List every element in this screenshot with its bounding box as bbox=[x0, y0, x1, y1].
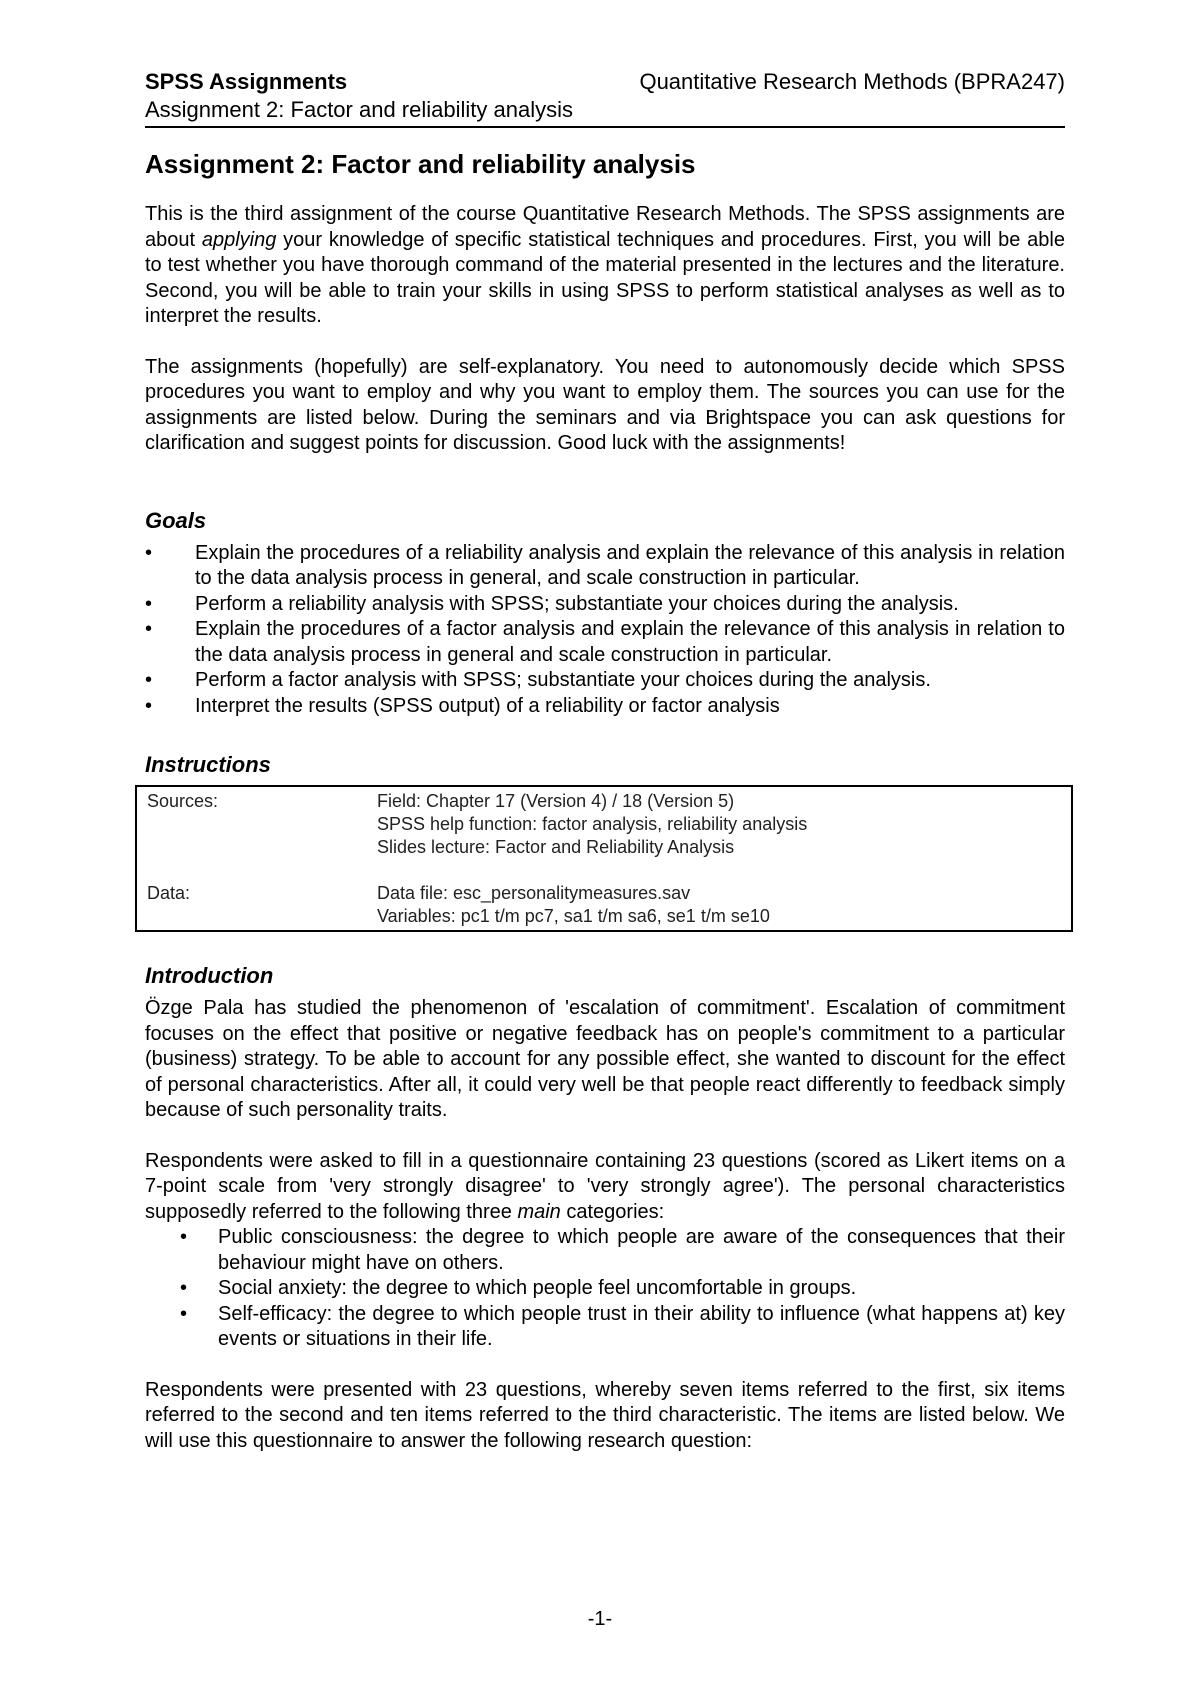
header-subtitle: Assignment 2: Factor and reliability analysis bbox=[145, 97, 573, 122]
instructions-heading: Instructions bbox=[145, 752, 271, 777]
header-left: SPSS Assignments bbox=[145, 69, 348, 94]
list-item: • Explain the procedures of a factor analysis and explain the relevance of this analysis in relation to the data analysis process in general and scale construction in particular. bbox=[145, 618, 1065, 666]
bullet-icon: • bbox=[180, 1302, 188, 1325]
categories-list bbox=[145, 1225, 1065, 1353]
bullet-icon: • bbox=[145, 669, 153, 691]
header-rule bbox=[145, 126, 1065, 128]
sources-values: Field: Chapter 17 (Version 4) / 18 (Version 5) SPSS help function: factor analysis, reliability analysis Slides lecture: Factor and Reliability Analysis bbox=[377, 791, 808, 857]
list-item: • Public consciousness: the degree to which people are aware of the consequences that their behaviour might have on others. bbox=[180, 1226, 1065, 1274]
introduction-paragraph-2: Respondents were asked to fill in a questionnaire containing 23 questions (scored as Likert items on a 7-point scale from 'very strongly disagree' to 'very strongly agree'). The personal characteristics supposedly referred to the following three main categories: bbox=[145, 1149, 1065, 1223]
bullet-icon: • bbox=[145, 694, 153, 717]
running-header bbox=[145, 68, 1065, 96]
list-item: • Social anxiety: the degree to which people feel uncomfortable in groups. bbox=[180, 1276, 1065, 1302]
sources-label: Sources: bbox=[147, 791, 219, 811]
list-item: • Interpret the results (SPSS output) of a reliability or factor analysis bbox=[145, 694, 1065, 720]
goals-list bbox=[145, 541, 1065, 720]
document-page bbox=[145, 68, 1065, 1454]
list-item: • Perform a reliability analysis with SPSS; substantiate your choices during the analysis. bbox=[145, 592, 1065, 618]
sources-table bbox=[135, 785, 1073, 932]
introduction-paragraph-1: Özge Pala has studied the phenomenon of 'escalation of commitment'. Escalation of commitment focuses on the effect that positive or negative feedback has on people's commitment to a particular (business) strategy. To be able to account for any possible effect, she wanted to discount for the effect of personal characteristics. After all, it could very well be that people react differently to feedback simply because of such personality traits. bbox=[145, 997, 1065, 1121]
bullet-icon: • bbox=[145, 592, 153, 615]
bullet-icon: • bbox=[145, 618, 153, 640]
goals-heading: Goals bbox=[145, 507, 207, 533]
introduction-paragraph-3: Respondents were presented with 23 questions, whereby seven items referred to the first, six items referred to the second and ten items referred to the third characteristic. The items are listed below. We will use this questionnaire to answer the following research question: bbox=[145, 1378, 1065, 1452]
bullet-icon: • bbox=[180, 1277, 188, 1299]
list-item: • Self-efficacy: the degree to which people trust in their ability to influence (what happens at) key events or situations in their life. bbox=[180, 1302, 1065, 1350]
intro-paragraph-2: The assignments (hopefully) are self-explanatory. You need to autonomously decide which SPSS procedures you want to employ and why you want to employ them. The sources you can use for the assignments are listed below. During the seminars and via Brightspace you can ask questions for clarification and suggest points for discussion. Good luck with the assignments! bbox=[145, 355, 1065, 454]
bullet-icon: • bbox=[145, 541, 153, 564]
list-item: • Explain the procedures of a reliability analysis and explain the relevance of this analysis in relation to the data analysis process in general, and scale construction in particular. bbox=[145, 541, 1065, 589]
page-title: Assignment 2: Factor and reliability analysis bbox=[145, 149, 696, 179]
page-number: -1- bbox=[587, 1608, 613, 1630]
data-values: Data file: esc_personalitymeasures.sav Variables: pc1 t/m pc7, sa1 t/m sa6, se1 t/m se10 bbox=[377, 883, 770, 926]
data-label: Data: bbox=[147, 883, 191, 903]
list-item: • Perform a factor analysis with SPSS; substantiate your choices during the analysis. bbox=[145, 668, 1065, 694]
introduction-heading: Introduction bbox=[145, 963, 274, 988]
bullet-icon: • bbox=[180, 1226, 188, 1248]
intro-paragraph-1: This is the third assignment of the course Quantitative Research Methods. The SPSS assignments are about applying your knowledge of specific statistical techniques and procedures. First, you will be able to test whether you have thorough command of the material presented in the lectures and the literature. Second, you will be able to train your skills in using SPSS to perform statistical analyses as well as to interpret the results. bbox=[145, 203, 1065, 327]
header-right: Quantitative Research Methods (BPRA247) bbox=[639, 69, 1065, 94]
